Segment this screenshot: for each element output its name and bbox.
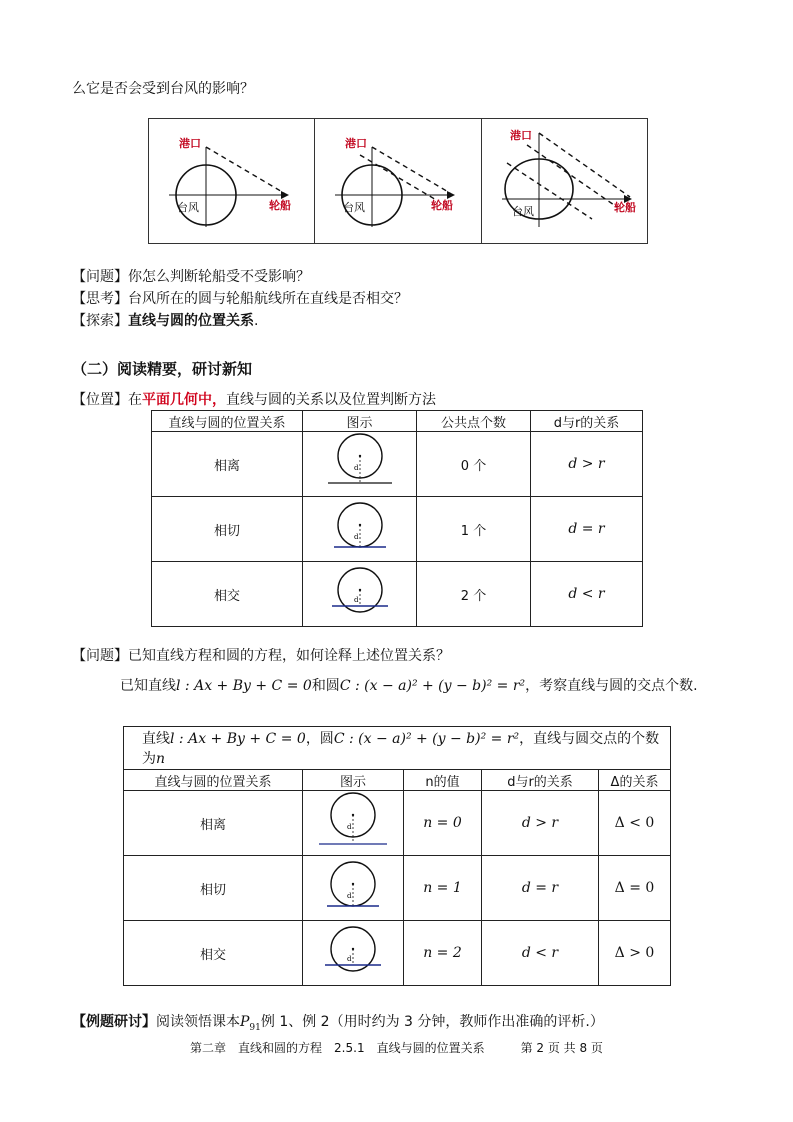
- line-equation: l : Ax + By + C = 0: [176, 678, 312, 694]
- n-cell: n = 1: [404, 856, 482, 921]
- table-row: [124, 791, 671, 856]
- relation-cell: 相交: [152, 562, 303, 627]
- example-line: 【例题研讨】阅读领悟课本$P_{91}$例 1、例 2（用时约为 3 分钟，教师作出准确的评析.）: [72, 1014, 604, 1033]
- svg-text:d: d: [347, 955, 352, 963]
- typhoon-label: 台风: [511, 205, 534, 218]
- count-cell: 0 个: [417, 432, 531, 497]
- table-row: [152, 432, 643, 497]
- svg-text:d: d: [353, 596, 358, 604]
- header-relation: 直线与圆的位置关系: [124, 770, 303, 791]
- relation-cell: 相离: [124, 791, 303, 856]
- figure-panel-1: [149, 119, 315, 243]
- svg-text:d: d: [347, 892, 352, 900]
- relation-table: [151, 410, 643, 627]
- ship-label: 轮船: [269, 199, 291, 212]
- header-n: n的值: [404, 770, 482, 791]
- dr-cell: d = r: [482, 856, 599, 921]
- dr-cell: d > r: [482, 791, 599, 856]
- question2-line: 【问题】已知直线方程和圆的方程，如何诠释上述位置关系？: [72, 648, 450, 664]
- table-row: [152, 562, 643, 627]
- header-delta: Δ的关系: [599, 770, 671, 791]
- relation-cell: 相离: [152, 432, 303, 497]
- count-cell: 2 个: [417, 562, 531, 627]
- diagram-separate: [303, 432, 417, 497]
- delta-cell: Δ < 0: [599, 791, 671, 856]
- header-diagram: 图示: [303, 411, 417, 432]
- ship-label: 轮船: [613, 201, 636, 214]
- relation-cell: 相切: [152, 497, 303, 562]
- diagram-intersect: [303, 921, 404, 986]
- question-line: 【问题】你怎么判断轮船受不受影响？: [72, 269, 310, 285]
- header-diagram: 图示: [303, 770, 404, 791]
- intro-line: 么它是否会受到台风的影响？: [72, 81, 254, 97]
- position-line: 【位置】在平面几何中，直线与圆的关系以及位置判断方法: [72, 392, 436, 408]
- svg-text:d: d: [353, 533, 358, 541]
- relation-cell: 相交: [124, 921, 303, 986]
- dr-cell: d > r: [531, 432, 643, 497]
- table2-caption: 直线l : Ax + By + C = 0，圆C : (x − a)² + (y − b)² = r²，直线与圆交点的个数为n: [124, 727, 671, 770]
- table-row: [124, 856, 671, 921]
- dr-cell: d < r: [482, 921, 599, 986]
- dr-cell: d < r: [531, 562, 643, 627]
- figure-panel-2: [315, 119, 481, 243]
- figure-panel-3: [482, 119, 647, 243]
- port-label: 港口: [345, 137, 368, 150]
- table-row: [124, 921, 671, 986]
- typhoon-figure: [148, 118, 648, 244]
- typhoon-label: 台风: [177, 201, 199, 214]
- delta-cell: Δ > 0: [599, 921, 671, 986]
- diagram-tangent: [303, 497, 417, 562]
- dr-cell: d = r: [531, 497, 643, 562]
- page-footer: 第二章 直线和圆的方程 2.5.1 直线与圆的位置关系 第 2 页 共 8 页: [190, 1041, 603, 1055]
- diagram-separate: [303, 791, 404, 856]
- n-cell: n = 2: [404, 921, 482, 986]
- ship-label: 轮船: [431, 199, 454, 212]
- svg-text:d: d: [353, 464, 358, 472]
- typhoon-label: 台风: [343, 201, 366, 214]
- think-line: 【思考】台风所在的圆与轮船航线所在直线是否相交？: [72, 291, 408, 307]
- equation-relation-table: [123, 726, 671, 986]
- n-cell: n = 0: [404, 791, 482, 856]
- relation-cell: 相切: [124, 856, 303, 921]
- header-dr: d与r的关系: [482, 770, 599, 791]
- circle-equation: C : (x − a)² + (y − b)² = r²: [339, 678, 526, 694]
- port-label: 港口: [179, 137, 201, 150]
- header-relation: 直线与圆的位置关系: [152, 411, 303, 432]
- section-title: （二）阅读精要，研讨新知: [72, 360, 253, 378]
- count-cell: 1 个: [417, 497, 531, 562]
- header-count: 公共点个数: [417, 411, 531, 432]
- diagram-tangent: [303, 856, 404, 921]
- explore-line: 【探索】直线与圆的位置关系.: [72, 313, 259, 329]
- header-dr: d与r的关系: [531, 411, 643, 432]
- table-row: [152, 497, 643, 562]
- given-line: 已知直线l : Ax + By + C = 0和圆C : (x − a)² + (y − b)² = r²，考察直线与圆的交点个数.: [120, 678, 698, 694]
- diagram-intersect: [303, 562, 417, 627]
- port-label: 港口: [509, 129, 532, 142]
- delta-cell: Δ = 0: [599, 856, 671, 921]
- svg-text:d: d: [347, 823, 352, 831]
